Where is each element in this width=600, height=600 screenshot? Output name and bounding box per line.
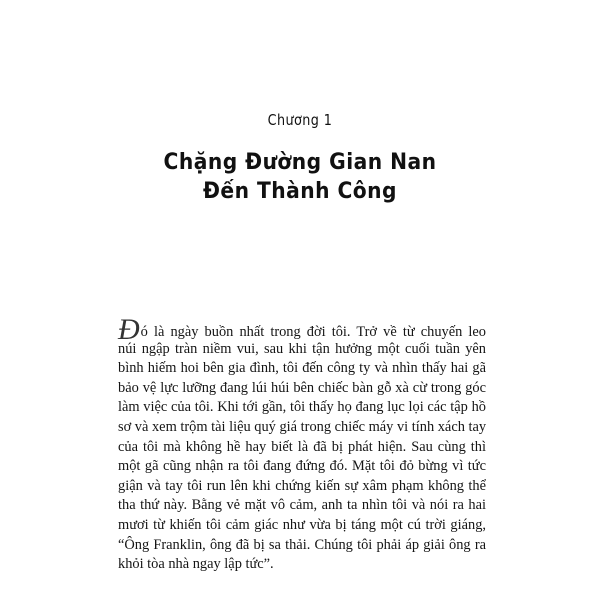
paragraph-line: núi ngập tràn niềm vui, sau khi tận hưởng một cuối tuần yên	[118, 340, 486, 357]
paragraph-line-text: ó là ngày buồn nhất trong đời tôi. Trở về từ chuyến leo	[140, 324, 486, 340]
paragraph-line: tha thứ này. Bằng vẻ mặt vô cảm, anh ta nhìn tôi và nói ra hai	[118, 497, 486, 514]
paragraph-line: của tôi mà không hề hay biết là đã bị phát hiện. Sau cùng thì	[118, 438, 486, 455]
chapter-title	[0, 148, 600, 206]
paragraph-line: một gã cũng nhận ra tôi đang đứng đó. Mặt tôi đỏ bừng vì tức	[118, 458, 486, 475]
paragraph-line: khỏi tòa nhà ngay lập tức”.	[118, 556, 274, 573]
paragraph-line: sơ và xem trộm tài liệu quý giá trong chiếc máy vi tính xách tay	[118, 418, 487, 435]
paragraph-line: “Ông Franklin, ông đã bị sa thải. Chúng tôi phải áp giải ông ra	[118, 536, 486, 553]
paragraph-line: giận và tay tôi run lên khi chứng kiến sự xâm phạm không thể	[118, 477, 486, 494]
chapter-label: Chương 1	[267, 111, 333, 129]
paragraph-line: mươi từ khiến tôi cảm giác như vừa bị táng một cú trời giáng,	[118, 516, 486, 533]
paragraph-line	[118, 313, 486, 346]
paragraph-line: làm việc của tôi. Khi tới gần, tôi thấy họ đang lục lọi các tập hồ	[118, 399, 486, 416]
chapter-title-line-2: Đến Thành Công	[203, 179, 397, 204]
body-paragraph	[118, 313, 487, 575]
drop-cap: Đ	[118, 313, 140, 346]
paragraph-line: bảo vệ lực lưỡng đang lúi húi bên chiếc bàn gỗ xà cừ trong góc	[118, 379, 486, 396]
paragraph-line: bình hiếm hoi bên gia đình, tôi đến công ty và nhìn thấy hai gã	[118, 360, 486, 377]
chapter-title-line-1: Chặng Đường Gian Nan	[163, 150, 437, 175]
